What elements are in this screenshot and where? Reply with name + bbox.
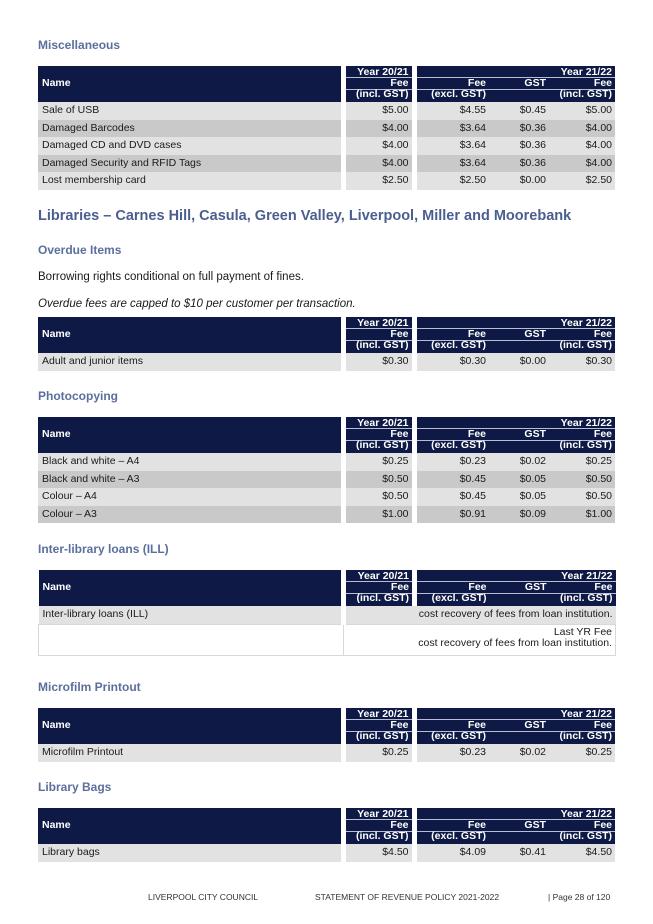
overdue-fee-table bbox=[38, 317, 618, 371]
table-row bbox=[38, 744, 615, 762]
microfilm-fee-table bbox=[38, 708, 618, 762]
section-title-microfilm: Microfilm Printout bbox=[38, 680, 141, 694]
col-header-gst: GST bbox=[489, 417, 549, 453]
fee-gst: $0.41 bbox=[489, 844, 549, 862]
col-header-gst: GST bbox=[489, 708, 549, 744]
footer-org: LIVERPOOL CITY COUNCIL bbox=[148, 892, 259, 902]
fee-gst: $0.36 bbox=[489, 155, 549, 173]
fee-gst: $0.02 bbox=[489, 744, 549, 762]
fee-name: Colour – A4 bbox=[38, 488, 343, 506]
fee-name: Black and white – A4 bbox=[38, 453, 343, 471]
table-row bbox=[38, 453, 615, 471]
fee-next-incl-gst: $0.25 bbox=[549, 453, 615, 471]
fee-name: Damaged Security and RFID Tags bbox=[38, 155, 343, 173]
fee-name: Adult and junior items bbox=[38, 353, 343, 371]
col-header-fee-incl-prev: Year 20/21 Fee (incl. GST) bbox=[343, 417, 414, 453]
table-row bbox=[38, 488, 615, 506]
fee-prev-incl-gst: $4.00 bbox=[343, 120, 414, 138]
col-header-fee-incl-prev: Year 20/21 Fee (incl. GST) bbox=[343, 808, 414, 844]
last-year-fee-text: cost recovery of fees from loan institution. bbox=[418, 636, 612, 649]
col-header-name: Name bbox=[38, 317, 343, 353]
col-header-gst: GST bbox=[489, 66, 549, 102]
col-header-gst: GST bbox=[489, 317, 549, 353]
ill-fee-table bbox=[38, 570, 616, 656]
fee-next-incl-gst: $4.00 bbox=[549, 137, 615, 155]
overdue-note-cap: Overdue fees are capped to $10 per customer per transaction. bbox=[38, 298, 356, 310]
table-row bbox=[38, 506, 615, 524]
section-title-ill: Inter-library loans (ILL) bbox=[38, 542, 169, 556]
table-row bbox=[38, 102, 615, 120]
section-title-library-bags: Library Bags bbox=[38, 780, 112, 794]
footer-doc-title: STATEMENT OF REVENUE POLICY 2021-2022 bbox=[315, 892, 500, 902]
col-header-fee-incl-next: Year 21/22 Fee (incl. GST) bbox=[549, 808, 615, 844]
fee-name: Sale of USB bbox=[38, 102, 343, 120]
fee-next-incl-gst: $5.00 bbox=[549, 102, 615, 120]
photocopying-fee-table bbox=[38, 417, 618, 523]
fee-excl-gst: $4.55 bbox=[414, 102, 489, 120]
fee-prev-incl-gst: $0.25 bbox=[343, 453, 414, 471]
col-header-fee-incl-next: Year 21/22 Fee (incl. GST) bbox=[549, 317, 615, 353]
table-row bbox=[38, 155, 615, 173]
fee-excl-gst: $0.45 bbox=[414, 488, 489, 506]
col-header-fee-excl: Fee (excl. GST) bbox=[414, 417, 489, 453]
fee-gst: $0.09 bbox=[489, 506, 549, 524]
fee-name: Lost membership card bbox=[38, 172, 343, 190]
last-year-fee-label: Last YR Fee bbox=[553, 625, 612, 638]
col-header-fee-excl: Fee (excl. GST) bbox=[414, 808, 489, 844]
col-header-fee-incl-next: Year 21/22 Fee (incl. GST) bbox=[549, 708, 615, 744]
col-header-fee-incl-prev: Year 20/21 Fee (incl. GST) bbox=[343, 708, 414, 744]
fee-next-incl-gst: $0.50 bbox=[549, 471, 615, 489]
col-header-fee-excl: Fee (excl. GST) bbox=[414, 708, 489, 744]
table-row bbox=[38, 471, 615, 489]
fee-gst: $0.00 bbox=[489, 353, 549, 371]
overdue-note-borrowing: Borrowing rights conditional on full payment of fines. bbox=[38, 271, 304, 283]
fee-excl-gst: $0.30 bbox=[414, 353, 489, 371]
fee-gst: $0.36 bbox=[489, 137, 549, 155]
col-header-fee-excl: Fee (excl. GST) bbox=[414, 66, 489, 102]
fee-next-incl-gst: $2.50 bbox=[549, 172, 615, 190]
col-header-fee-incl-prev: Year 20/21 Fee (incl. GST) bbox=[343, 66, 414, 102]
fee-name: Damaged Barcodes bbox=[38, 120, 343, 138]
fee-excl-gst: $4.09 bbox=[414, 844, 489, 862]
col-header-name: Name bbox=[38, 417, 343, 453]
col-header-fee-incl-next: Year 21/22 Fee (incl. GST) bbox=[550, 570, 616, 606]
fee-prev-incl-gst: $5.00 bbox=[343, 102, 414, 120]
col-header-fee-incl-next: Year 21/22 Fee (incl. GST) bbox=[549, 66, 615, 102]
col-header-fee-excl: Fee (excl. GST) bbox=[415, 570, 490, 606]
col-header-name: Name bbox=[38, 808, 343, 844]
section-title-overdue: Overdue Items bbox=[38, 243, 122, 257]
table-row bbox=[39, 606, 616, 624]
fee-excl-gst: $3.64 bbox=[414, 120, 489, 138]
fee-gst: $0.05 bbox=[489, 488, 549, 506]
fee-prev-incl-gst: $1.00 bbox=[343, 506, 414, 524]
fee-excl-gst: $3.64 bbox=[414, 155, 489, 173]
table-row-last-year bbox=[39, 624, 616, 655]
table-row bbox=[38, 844, 615, 862]
fee-name: Inter-library loans (ILL) bbox=[39, 606, 344, 624]
fee-prev-incl-gst: $4.00 bbox=[343, 155, 414, 173]
fee-gst: $0.36 bbox=[489, 120, 549, 138]
last-year-fee-cell bbox=[344, 624, 616, 655]
table-row bbox=[38, 353, 615, 371]
fee-excl-gst: $3.64 bbox=[414, 137, 489, 155]
fee-excl-gst: $0.91 bbox=[414, 506, 489, 524]
section-title-photocopying: Photocopying bbox=[38, 389, 118, 403]
fee-prev-incl-gst: $0.25 bbox=[343, 744, 414, 762]
misc-fee-table bbox=[38, 66, 618, 190]
col-header-name: Name bbox=[39, 570, 344, 606]
fee-prev-incl-gst: $0.30 bbox=[343, 353, 414, 371]
col-header-fee-incl-prev: Year 20/21 Fee (incl. GST) bbox=[344, 570, 415, 606]
col-header-fee-excl: Fee (excl. GST) bbox=[414, 317, 489, 353]
fee-next-incl-gst: $0.30 bbox=[549, 353, 615, 371]
section-title-miscellaneous: Miscellaneous bbox=[38, 38, 121, 52]
fee-excl-gst: $2.50 bbox=[414, 172, 489, 190]
fee-next-incl-gst: $1.00 bbox=[549, 506, 615, 524]
col-header-fee-incl-next: Year 21/22 Fee (incl. GST) bbox=[549, 417, 615, 453]
fee-next-incl-gst: $4.00 bbox=[549, 155, 615, 173]
fee-name: Library bags bbox=[38, 844, 343, 862]
col-header-gst: GST bbox=[489, 808, 549, 844]
fee-next-incl-gst: $4.00 bbox=[549, 120, 615, 138]
fee-name: Black and white – A3 bbox=[38, 471, 343, 489]
fee-prev-incl-gst: $4.50 bbox=[343, 844, 414, 862]
fee-gst: $0.00 bbox=[489, 172, 549, 190]
col-header-name: Name bbox=[38, 66, 343, 102]
fee-name: Colour – A3 bbox=[38, 506, 343, 524]
col-header-gst: GST bbox=[490, 570, 550, 606]
fee-gst: $0.45 bbox=[489, 102, 549, 120]
fee-gst: $0.02 bbox=[489, 453, 549, 471]
fee-prev-incl-gst: $0.50 bbox=[343, 488, 414, 506]
library-bags-fee-table bbox=[38, 808, 618, 862]
footer-page-number: | Page 28 of 120 bbox=[548, 892, 611, 902]
fee-excl-gst: $0.45 bbox=[414, 471, 489, 489]
col-header-name: Name bbox=[38, 708, 343, 744]
fee-prev-incl-gst: $2.50 bbox=[343, 172, 414, 190]
fee-next-incl-gst: $0.25 bbox=[549, 744, 615, 762]
libraries-heading: Libraries – Carnes Hill, Casula, Green Valley, Liverpool, Miller and Moorebank bbox=[38, 208, 572, 224]
fee-next-incl-gst: $0.50 bbox=[549, 488, 615, 506]
col-header-fee-incl-prev: Year 20/21 Fee (incl. GST) bbox=[343, 317, 414, 353]
fee-next-incl-gst: $4.50 bbox=[549, 844, 615, 862]
fee-gst: $0.05 bbox=[489, 471, 549, 489]
fee-excl-gst: $0.23 bbox=[414, 744, 489, 762]
fee-name: Damaged CD and DVD cases bbox=[38, 137, 343, 155]
fee-cost-recovery: cost recovery of fees from loan institution. bbox=[344, 606, 616, 624]
fee-prev-incl-gst: $0.50 bbox=[343, 471, 414, 489]
fee-prev-incl-gst: $4.00 bbox=[343, 137, 414, 155]
fee-name: Microfilm Printout bbox=[38, 744, 343, 762]
table-row bbox=[38, 120, 615, 138]
table-row bbox=[38, 137, 615, 155]
fee-excl-gst: $0.23 bbox=[414, 453, 489, 471]
table-row bbox=[38, 172, 615, 190]
